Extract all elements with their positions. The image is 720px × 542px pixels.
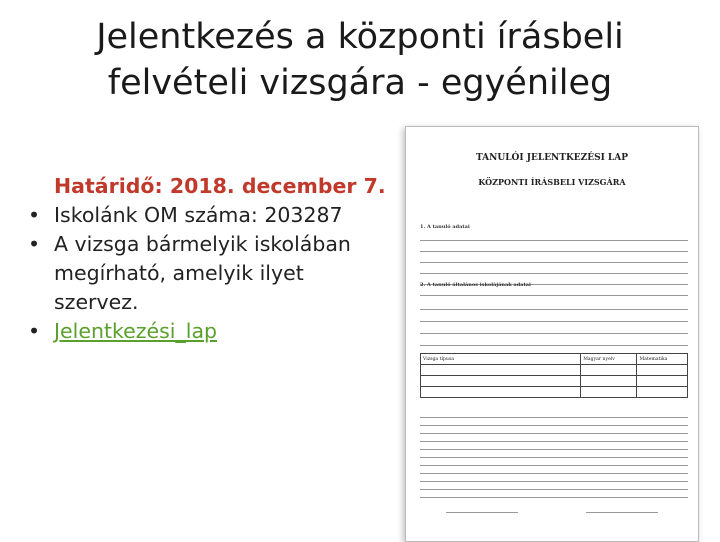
exam-location-text: A vizsga bármelyik iskolában megírható, amelyik ilyet szervez. bbox=[54, 232, 351, 314]
form-line bbox=[420, 441, 688, 442]
form-line bbox=[420, 417, 688, 418]
om-number-text: Iskolánk OM száma: 203287 bbox=[54, 203, 343, 227]
form-line bbox=[420, 333, 688, 334]
list-item bbox=[28, 201, 388, 230]
form-signature-line bbox=[586, 512, 658, 513]
form-line bbox=[420, 262, 688, 263]
application-form-link[interactable]: Jelentkezési_lap bbox=[54, 319, 218, 343]
form-line bbox=[420, 457, 688, 458]
form-line bbox=[420, 433, 688, 434]
form-line bbox=[420, 473, 688, 474]
form-signature-line bbox=[446, 512, 518, 513]
list-item bbox=[28, 317, 388, 346]
form-line bbox=[420, 295, 688, 296]
form-table-header: Vizsga típusa bbox=[421, 354, 581, 365]
form-line bbox=[420, 240, 688, 241]
form-section-1: 1. A tanuló adatai bbox=[420, 224, 470, 230]
form-line bbox=[420, 489, 688, 490]
form-line bbox=[420, 309, 688, 310]
deadline-text: Határidő: 2018. december 7. bbox=[54, 174, 386, 198]
form-line bbox=[420, 481, 688, 482]
bullet-icon: • bbox=[28, 203, 41, 227]
form-line bbox=[420, 497, 688, 498]
form-heading-2: KÖZPONTI ÍRÁSBELI VIZSGÁRA bbox=[478, 177, 626, 187]
form-line bbox=[420, 449, 688, 450]
form-line bbox=[420, 273, 688, 274]
form-line bbox=[420, 321, 688, 322]
list-item bbox=[28, 230, 388, 317]
form-line bbox=[420, 251, 688, 252]
bullet-list bbox=[28, 172, 388, 346]
form-line bbox=[420, 465, 688, 466]
page-title bbox=[40, 14, 680, 106]
form-section-2: 2. A tanuló általános iskolájának adatai bbox=[420, 282, 531, 288]
form-table-header: Matematika bbox=[637, 354, 688, 365]
form-table-header: Magyar nyelv bbox=[581, 354, 637, 365]
title-line-2: felvételi vizsgára - egyénileg bbox=[107, 63, 613, 103]
bullet-icon: • bbox=[28, 232, 41, 256]
form-line bbox=[420, 425, 688, 426]
form-exam-table bbox=[420, 353, 688, 398]
application-form-image bbox=[405, 126, 699, 542]
form-heading-1: TANULÓI JELENTKEZÉSI LAP bbox=[475, 153, 629, 163]
form-line bbox=[420, 345, 688, 346]
title-line-1: Jelentkezés a központi írásbeli bbox=[96, 17, 624, 57]
bullet-icon: • bbox=[28, 319, 41, 343]
